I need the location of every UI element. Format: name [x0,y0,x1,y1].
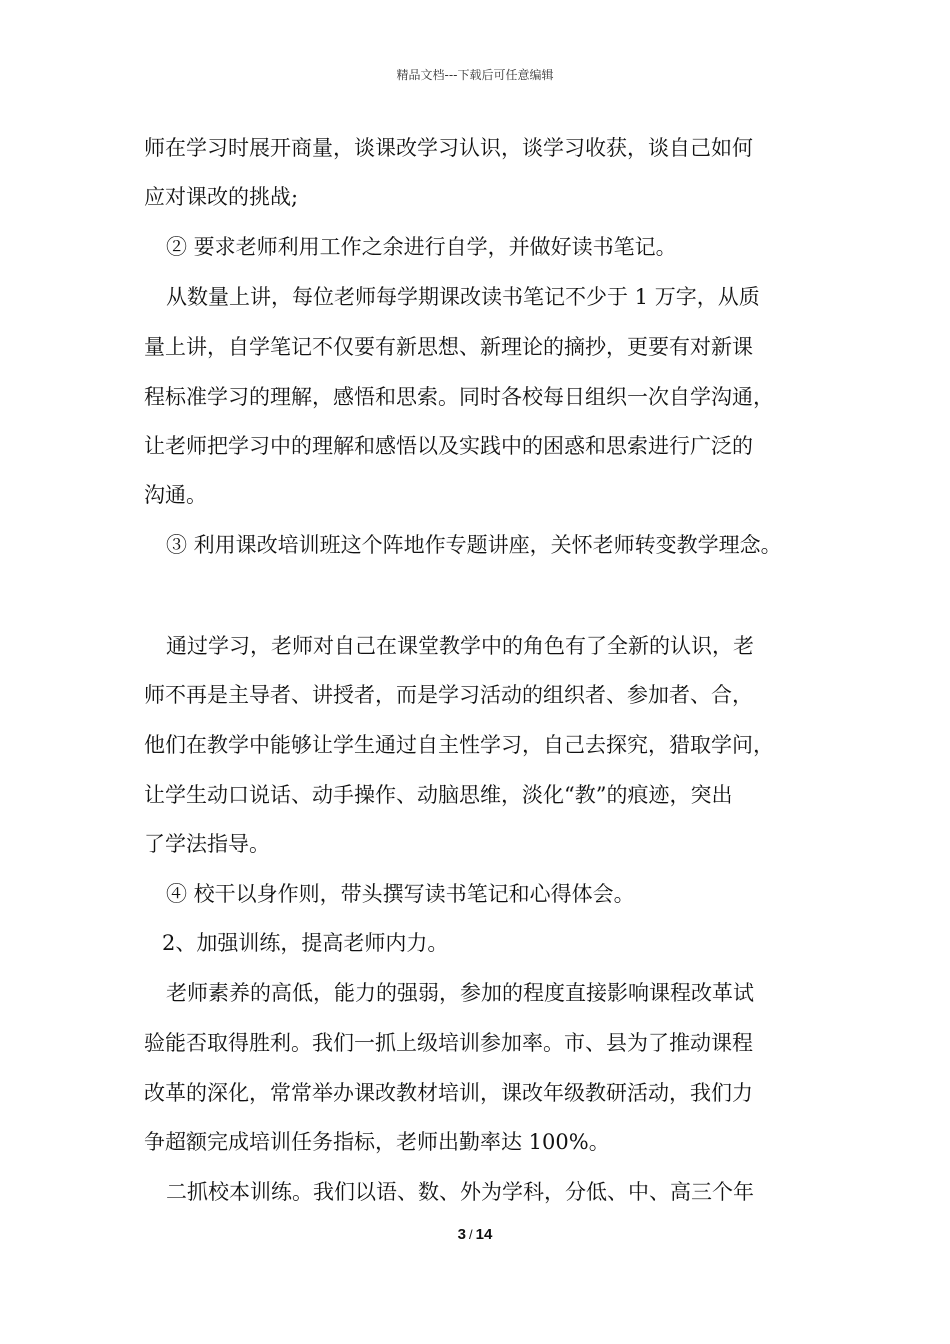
body-line: 了学法指导。 [144,832,270,856]
body-line: 让学生动口说话、动手操作、动脑思维，淡化“教”的痕迹，突出 [144,783,733,807]
current-page-number: 3 [457,1226,467,1243]
body-line: 二抓校本训练。我们以语、数、外为学科，分低、中、高三个年 [166,1180,754,1204]
total-pages-number: 14 [475,1226,493,1243]
body-line: 沟通。 [144,483,207,507]
body-line: 师不再是主导者、讲授者，而是学习活动的组织者、参加者、合， [144,683,753,707]
page-header: 精品文档---下载后可任意编辑 [396,68,554,82]
body-line: 应对课改的挑战; [144,185,299,209]
section-heading: 2、加强训练，提高老师内力。 [162,931,449,955]
body-line: 程标准学习的理解，感悟和思索。同时各校每日组织一次自学沟通， [144,385,774,409]
body-line: 他们在教学中能够让学生通过自主性学习，自己去探究，猎取学问， [144,733,774,757]
body-line: 让老师把学习中的理解和感悟以及实践中的困惑和思索进行广泛的 [144,434,753,458]
list-item: ③ 利用课改培训班这个阵地作专题讲座，关怀老师转变教学理念。 [166,533,782,557]
page-separator: / [469,1227,473,1242]
list-item: ④ 校干以身作则，带头撰写读书笔记和心得体会。 [166,882,635,906]
body-line: 老师素养的高低，能力的强弱，参加的程度直接影响课程改革试 [166,981,754,1005]
body-line: 通过学习，老师对自己在课堂教学中的角色有了全新的认识，老 [166,634,754,658]
body-line: 验能否取得胜利。我们一抓上级培训参加率。市、县为了推动课程 [144,1031,753,1055]
page-number [0,1226,950,1243]
body-line: 从数量上讲，每位老师每学期课改读书笔记不少于 1 万字，从质 [166,285,760,309]
body-line: 争超额完成培训任务指标，老师出勤率达 100%。 [144,1130,610,1154]
list-item: ② 要求老师利用工作之余进行自学，并做好读书笔记。 [166,235,677,259]
body-line: 师在学习时展开商量，谈课改学习认识，谈学习收获，谈自己如何 [144,136,753,160]
body-line: 量上讲，自学笔记不仅要有新思想、新理论的摘抄，更要有对新课 [144,335,753,359]
body-line: 改革的深化，常常举办课改教材培训，课改年级教研活动，我们力 [144,1081,753,1105]
